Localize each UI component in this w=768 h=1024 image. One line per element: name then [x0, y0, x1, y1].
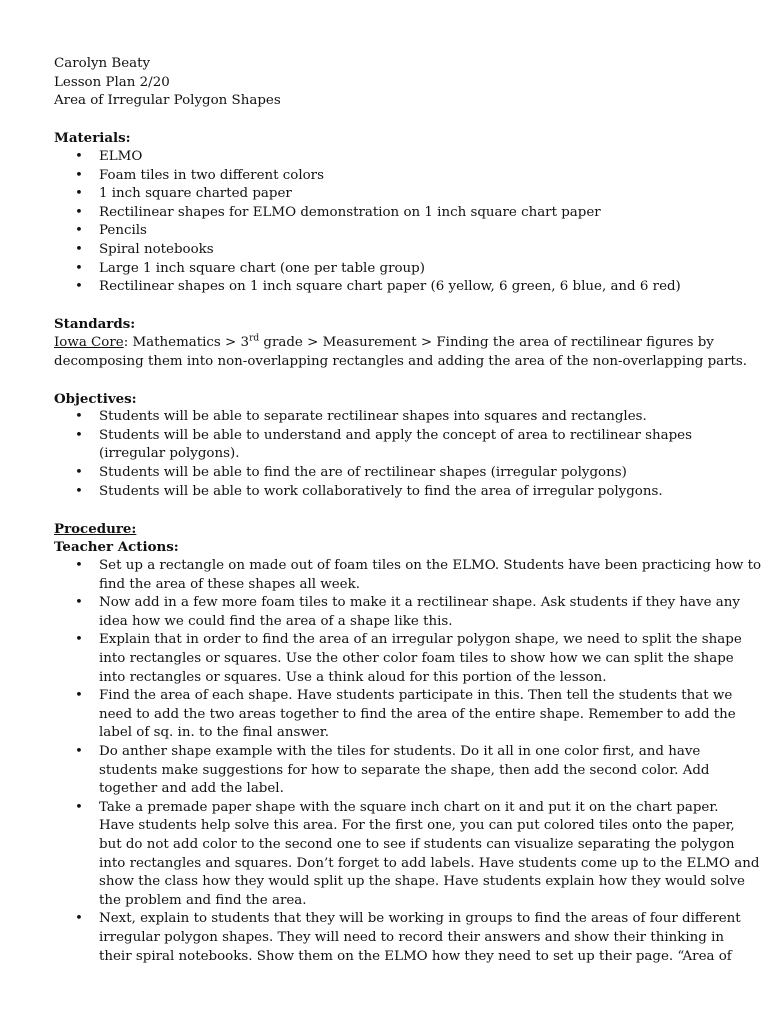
standard-source: Iowa Core: [54, 334, 124, 350]
list-item: • 1 inch square charted paper: [54, 185, 718, 204]
bullet-icon: •: [75, 595, 83, 611]
list-item: • Pencils: [54, 222, 718, 241]
list-item: • Students will be able to understand and apply the concept of area to rectilinear shapes (irregular polygons).: [75, 427, 692, 462]
bullet-icon: •: [75, 148, 83, 164]
bullet-icon: •: [75, 241, 83, 257]
bullet-icon: •: [75, 427, 83, 443]
list-item: • Explain that in order to find the area of an irregular polygon shape, we need to split the shape into rectangles or squares. Use the other color foam tiles to show how we can split the shape into rectangles or squares. Use a think aloud for this portion of the lesson.: [75, 632, 742, 685]
lesson-plan-page: [54, 55, 762, 966]
teacher-actions-heading: Teacher Actions:: [54, 539, 179, 556]
bullet-icon: •: [75, 223, 83, 239]
bullet-icon: •: [75, 409, 83, 425]
list-item: • Students will be able to work collaboratively to find the area of irregular polygons.: [54, 483, 718, 502]
list-item: • Foam tiles in two different colors: [54, 167, 718, 186]
bullet-icon: •: [75, 632, 83, 648]
bullet-icon: •: [75, 558, 83, 574]
list-item: • Do anther shape example with the tiles for students. Do it all in one color first, and have students make suggestions for how to separate the shape, then add the second color. Add together and add the label.: [75, 743, 710, 797]
standard-line-2: decomposing them into non-overlapping rectangles and adding the area of the non-overlapping parts.: [54, 353, 748, 369]
list-item: • ELMO: [54, 148, 718, 167]
list-item: • Students will be able to find the are of rectilinear shapes (irregular polygons): [54, 464, 718, 483]
list-item: • Now add in a few more foam tiles to make it a rectilinear shape. Ask students if they have any idea how we could find the area of a shape like this.: [75, 595, 740, 629]
bullet-icon: •: [75, 260, 83, 276]
bullet-icon: •: [75, 465, 83, 481]
author-name: Carolyn Beaty: [54, 56, 151, 71]
bullet-icon: •: [75, 743, 83, 759]
list-item: • Students will be able to separate rectilinear shapes into squares and rectangles.: [54, 408, 718, 427]
bullet-icon: •: [75, 279, 83, 295]
objectives-heading: Objectives:: [54, 390, 137, 407]
procedure-list: [54, 557, 762, 966]
materials-heading: Materials:: [54, 130, 131, 147]
standards-heading: Standards:: [54, 316, 136, 333]
list-item: • Set up a rectangle on made out of foam tiles on the ELMO. Students have been practicing how to find the area of these shapes all week.: [75, 558, 762, 592]
bullet-icon: •: [75, 483, 83, 499]
bullet-icon: •: [75, 204, 83, 220]
list-item: • Find the area of each shape. Have students participate in this. Then tell the students that we need to add the two areas together to find the area of the entire shape. Remember to add the label of sq. in. to the final answer.: [75, 688, 736, 741]
bullet-icon: •: [75, 688, 83, 704]
list-item: • Spiral notebooks: [54, 241, 718, 260]
list-item: • Rectilinear shapes on 1 inch square chart paper (6 yellow, 6 green, 6 blue, and 6 red): [54, 278, 718, 297]
bullet-icon: •: [75, 186, 83, 202]
list-item: • Large 1 inch square chart (one per table group): [54, 260, 718, 279]
lesson-plan-date: Lesson Plan 2/20: [54, 74, 170, 90]
bullet-icon: •: [75, 799, 83, 815]
lesson-title: Area of Irregular Polygon Shapes: [54, 93, 281, 109]
list-item: • Take a premade paper shape with the square inch chart on it and put it on the chart paper. Have students help solve this area. For the first one, you can put colored tiles onto the paper, but do not add color to the second one to see if students can visualize separating the polygon into rectangles and squares. Don’t forget to add labels. Have students come up to the ELMO and show the class how they would split up the shape. Have students explain how they would solve the problem and find the area.: [75, 799, 760, 908]
bullet-icon: •: [75, 167, 83, 183]
procedure-heading: Procedure:: [54, 520, 137, 537]
list-item: • Rectilinear shapes for ELMO demonstration on 1 inch square chart paper: [54, 204, 718, 223]
list-item: • Next, explain to students that they will be working in groups to find the areas of four different irregular polygon shapes. They will need to record their answers and show their thinking in their spiral notebooks. Show them on the ELMO how they need to set up their page. “Area of: [75, 911, 741, 964]
objectives-list: [54, 408, 718, 501]
bullet-icon: •: [75, 911, 83, 927]
materials-list: [54, 148, 718, 297]
standard-line-1: Iowa Core: Mathematics > 3rd grade > Measurement > Finding the area of rectilinear figures by: [54, 333, 714, 350]
